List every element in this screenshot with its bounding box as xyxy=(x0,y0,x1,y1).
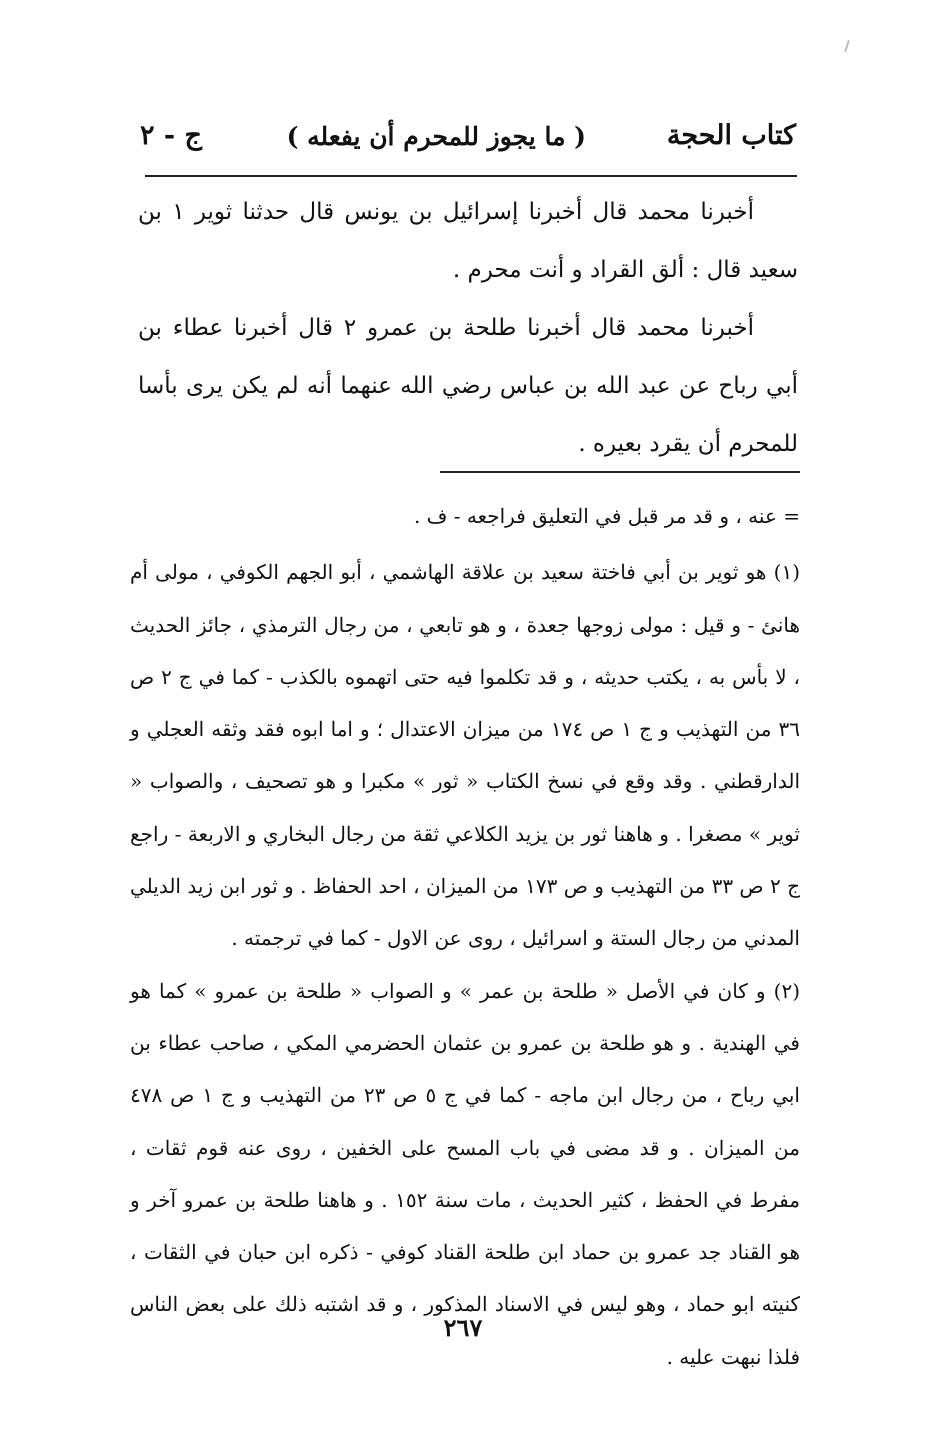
footnotes xyxy=(130,490,800,1383)
page-number: ٢٦٧ xyxy=(443,1313,483,1342)
footnote-2: (٢) و كان في الأصل « طلحة بن عمر » و الصواب « طلحة بن عمرو » كما هو في الهندية . و هو طلحة بن عمرو بن عثمان الحضرمي المكي ، صاحب عطاء بن ابي رباح ، من رجال ابن ماجه - كما في ج ٥ ص ٢٣ من التهذيب و ج ١ ص ٤٧٨ من الميزان . و قد مضى في باب المسح على الخفين ، روى عنه قوم ثقات ، مفرط في الحفظ ، كثير الحديث ، مات سنة ١٥٢ . و هاهنا طلحة بن عمرو آخر و هو القناد جد عمرو بن حماد ابن طلحة القناد كوفي - ذكره ابن حبان في الثقات ، كنيته ابو حماد ، وهو ليس في الاسناد المذكور ، و قد اشتبه ذلك على بعض الناس فلذا نبهت عليه . xyxy=(130,978,800,1369)
chapter-title: ( ما يجوز للمحرم أن يفعله ) xyxy=(286,122,586,151)
stray-pen-mark xyxy=(844,40,850,52)
book-title: كتاب الحجة xyxy=(666,120,796,151)
footnote-continuation: = عنه ، و قد مر قبل في التعليق فراجعه - ف . xyxy=(413,504,800,528)
hadith-paragraph: أخبرنا محمد قال أخبرنا طلحة بن عمرو ٢ قال أخبرنا عطاء بن أبي رباح عن عبد الله بن عباس رضي الله عنهما أنه لم يكن يرى بأسا للمحرم أن يقرد بعيره . xyxy=(138,315,798,457)
header-rule xyxy=(145,175,797,177)
running-header xyxy=(140,120,796,168)
footnote-1: (١) هو ثوير بن أبي فاختة سعيد بن علاقة الهاشمي ، أبو الجهم الكوفي ، مولى أم هانئ - و قيل : مولى زوجها جعدة ، و هو تابعي ، من رجال الترمذي ، جائز الحديث ، لا بأس به ، يكتب حديثه ، و قد تكلموا فيه حتى اتهموه بالكذب - كما في ج ٢ ص ٣٦ من التهذيب و ج ١ ص ١٧٤ من ميزان الاعتدال ؛ و اما ابوه فقد وثقه العجلي و الدارقطني . وقد وقع في نسخ الكتاب « ثور » مكبرا و هو تصحيف ، والصواب « ثوير » مصغرا . و هاهنا ثور بن يزيد الكلاعي ثقة من رجال البخاري و الاربعة - راجع ج ٢ ص ٣٣ من التهذيب و ص ١٧٣ من الميزان ، احد الحفاظ . و ثور ابن زيد الديلي المدني من رجال الستة و اسرائيل ، روى عن الاول - كما في ترجمته . xyxy=(129,560,800,951)
volume-label: ج - ٢ xyxy=(140,120,202,151)
hadith-paragraph: أخبرنا محمد قال أخبرنا إسرائيل بن يونس قال حدثنا ثوير ١ بن سعيد قال : ألق القراد و أنت محرم . xyxy=(138,199,798,283)
main-text xyxy=(138,183,798,473)
footnote-separator xyxy=(440,471,800,473)
